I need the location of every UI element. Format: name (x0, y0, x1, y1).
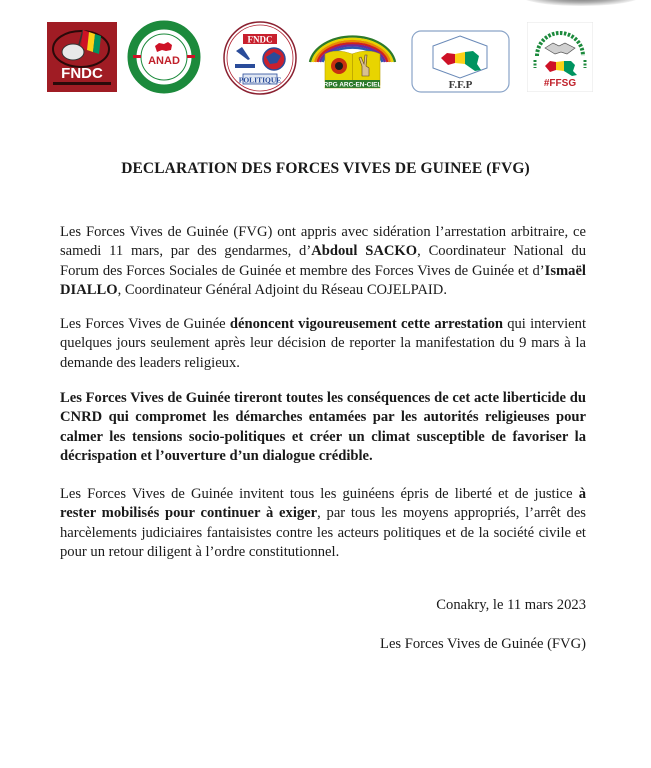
svg-text:ANAD: ANAD (148, 55, 180, 67)
ffsg-logo (527, 22, 593, 92)
svg-text:RPG ARC-EN-CIEL: RPG ARC-EN-CIEL (323, 81, 382, 89)
text-segment: Les Forces Vives de Guinée (60, 316, 230, 332)
svg-text:FNDC: FNDC (247, 34, 273, 45)
emphasis-text: dénoncent vigoureusement cette arrestation (229, 316, 503, 332)
paragraph-consequences: Les Forces Vives de Guinée tireront toutes les conséquences de cet acte liberticide du CNRD qui compromet les démarches entamées par les autorités religieuses pour calmer les tensions socio-politiques et créer un climat susceptible de favoriser la décrispation et l’ouverture d’un dialogue crédible. (60, 390, 586, 465)
svg-text:FNDC: FNDC (61, 65, 103, 82)
text-segment: , Coordinateur Général Adjoint du Réseau COJELPAID. (117, 282, 447, 299)
anad-logo (127, 19, 201, 95)
text-segment: Les Forces Vives de Guinée (FVG) ont appris avec sidération l’arrestation arbitraire, ce samedi 11 mars, par des gendarmes, d’ (60, 224, 586, 260)
rpg-arc-en-ciel-logo (306, 26, 399, 92)
place-and-date: Conakry, le 11 mars 2023 (436, 597, 586, 613)
paragraph-call-to-action (60, 485, 586, 563)
text-segment: qui intervient quelques jours seulement après leur décision de reporter la manifestation du 9 mars à la demande des leaders religieux. (60, 316, 587, 371)
ffp-logo (411, 30, 510, 93)
text-segment: , Coordinateur National du Forum des Forces Sociales de Guinée et membre des Forces Vives de Guinée et d’ (60, 243, 586, 279)
emphasis-text: à rester mobilisés pour continuer à exiger (60, 486, 586, 522)
text-segment: , par tous les moyens appropriés, l’arrêt des harcèlements judiciaires fantaisistes contre les acteurs politiques et de la société civile et pour un retour diligent à l’ordre constitutionnel. (60, 505, 586, 561)
person-name-abdoul-sacko: Abdoul SACKO (311, 243, 418, 260)
fndc-logo (47, 22, 117, 92)
svg-text:F.F.P: F.F.P (448, 79, 473, 91)
svg-text:POLITIQUE: POLITIQUE (238, 75, 282, 85)
fist-icon (62, 44, 84, 60)
logo-banner (0, 0, 651, 110)
document-title: DECLARATION DES FORCES VIVES DE GUINEE (FVG) (121, 160, 530, 177)
svg-text:#FFSG: #FFSG (543, 78, 577, 89)
person-name-ismael-diallo: Ismaël DIALLO (60, 262, 586, 299)
paragraph-denunciation (60, 315, 586, 373)
fndc-politique-logo (222, 19, 298, 97)
text-segment: Les Forces Vives de Guinée invitent tous les guinéens épris de liberté et de justice (60, 486, 579, 502)
signatory: Les Forces Vives de Guinée (FVG) (380, 636, 586, 652)
paragraph-arrest-announcement (60, 223, 586, 301)
